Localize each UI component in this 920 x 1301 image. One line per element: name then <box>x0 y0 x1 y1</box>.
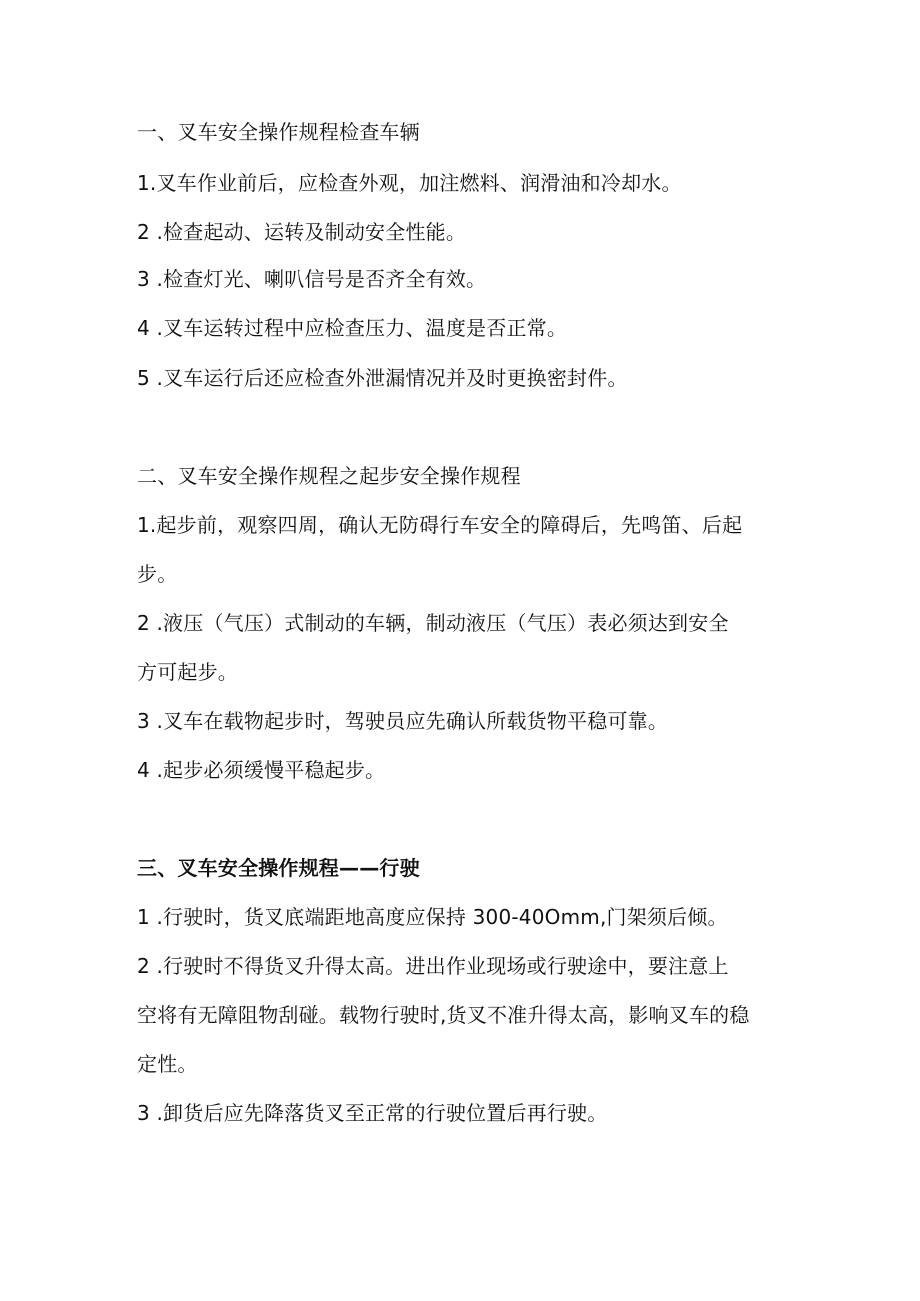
section-1-item-3: 3 .检查灯光、喇叭信号是否齐全有效。 <box>137 267 487 291</box>
section-2-heading: 二、叉车安全操作规程之起步安全操作规程 <box>137 464 521 488</box>
section-3-item-2-line-2: 空将有无障阻物刮碰。载物行驶时,货叉不准升得太高，影响叉车的稳 <box>137 1003 750 1027</box>
section-3-item-1: 1 .行驶时，货叉底端距地高度应保持 300-40Omm,门架须后倾。 <box>137 905 728 929</box>
section-1-heading: 一、叉车安全操作规程检查车辆 <box>137 120 420 144</box>
section-2-item-1-line-2: 步。 <box>137 562 178 586</box>
section-1-item-2: 2 .检查起动、运转及制动安全性能。 <box>137 220 467 244</box>
section-3-item-2-line-1: 2 .行驶时不得货叉升得太高。进出作业现场或行驶途中，要注意上 <box>137 954 729 978</box>
section-3-heading: 三、叉车安全操作规程——行驶 <box>137 856 420 880</box>
section-3-item-3: 3 .卸货后应先降落货叉至正常的行驶位置后再行驶。 <box>137 1101 608 1125</box>
section-3-item-2-line-3: 定性。 <box>137 1052 198 1076</box>
section-1-item-4: 4 .叉车运转过程中应检查压力、温度是否正常。 <box>137 316 568 340</box>
section-2-item-3: 3 .叉车在载物起步时，驾驶员应先确认所载货物平稳可靠。 <box>137 709 669 733</box>
section-2-item-2-line-2: 方可起步。 <box>137 660 238 684</box>
section-2-item-2-line-1: 2 .液压（气压）式制动的车辆，制动液压（气压）表必须达到安全 <box>137 611 729 635</box>
section-1-item-5: 5 .叉车运行后还应检查外泄漏情况并及时更换密封件。 <box>137 366 628 390</box>
section-1-item-1: 1.叉车作业前后，应检查外观，加注燃料、润滑油和冷却水。 <box>137 171 682 195</box>
section-2-item-1-line-1: 1.起步前，观察四周，确认无防碍行车安全的障碍后，先鸣笛、后起 <box>137 513 743 537</box>
section-2-item-4: 4 .起步必须缓慢平稳起步。 <box>137 758 386 782</box>
